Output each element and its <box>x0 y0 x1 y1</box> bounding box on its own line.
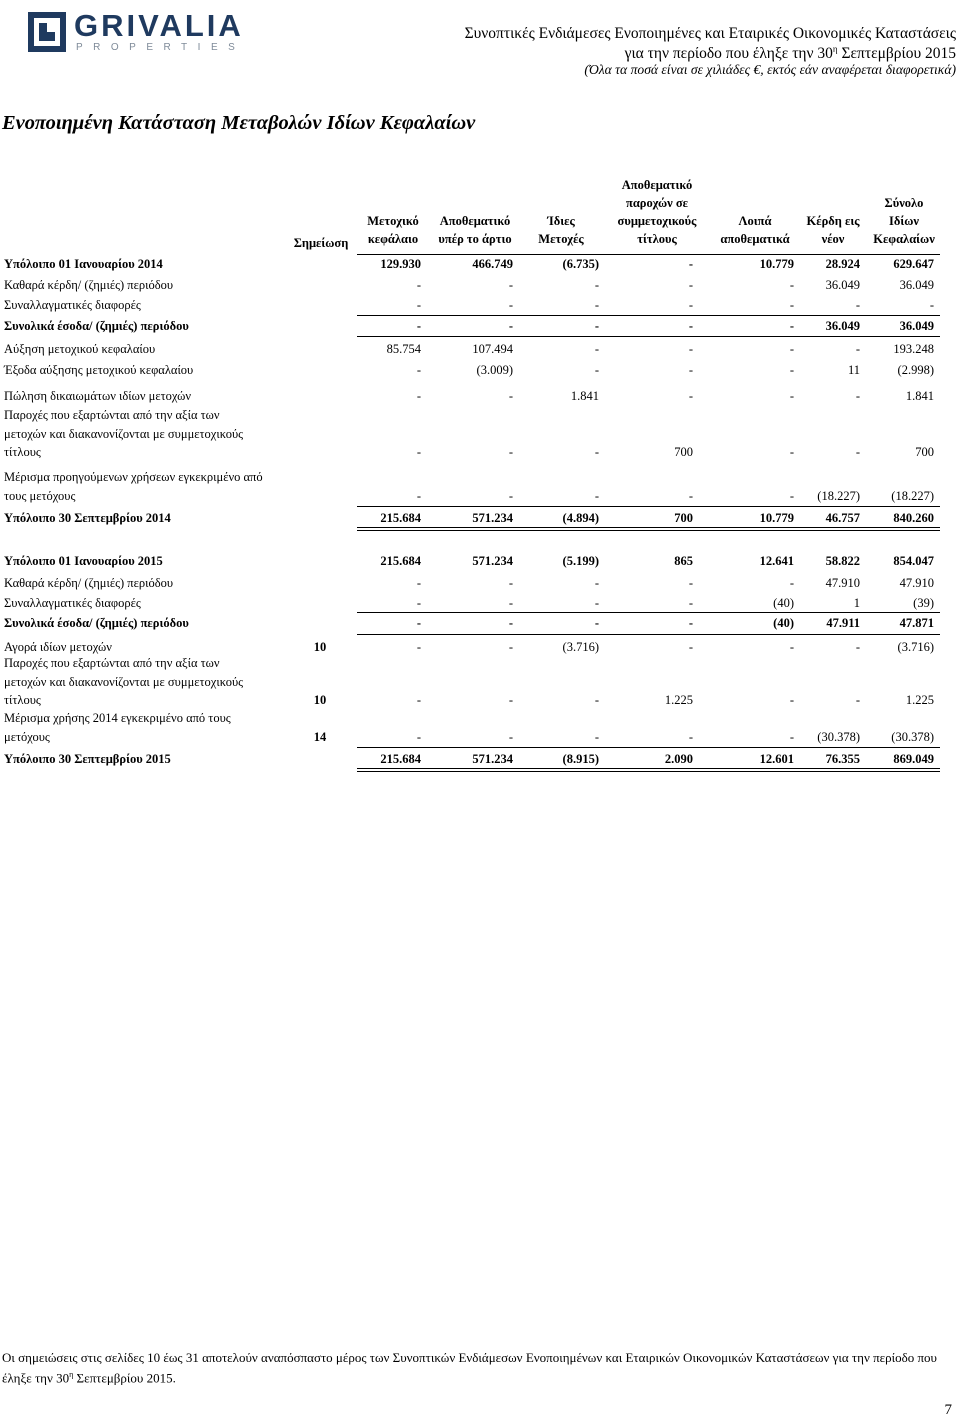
table-cell: - <box>594 729 599 744</box>
page-number: 7 <box>944 1402 952 1418</box>
table-cell: - <box>688 342 693 356</box>
table-cell: (40) <box>773 596 794 610</box>
row-label: Συναλλαγματικές διαφορές <box>4 596 141 610</box>
table-cell: 1.225 <box>664 693 693 707</box>
column-header-line: τίτλους <box>637 232 677 246</box>
row-label: Συναλλαγματικές διαφορές <box>4 298 141 312</box>
table-cell: (3.009) <box>476 363 513 377</box>
table-cell: 700 <box>674 445 693 459</box>
row-label: Έξοδα αύξησης μετοχικού κεφαλαίου <box>4 363 194 377</box>
page-title: Ενοποιημένη Κατάσταση Μεταβολών Ιδίων Κεφαλαίων <box>2 112 476 134</box>
table-cell: 466.749 <box>472 257 513 271</box>
table-cell: - <box>594 319 599 333</box>
row-label: Υπόλοιπο 01 Ιανουαρίου 2015 <box>4 554 163 568</box>
table-cell: - <box>508 596 513 610</box>
row-label: Πώληση δικαιωμάτων ιδίων μετοχών <box>4 389 191 403</box>
table-cell: - <box>855 342 860 356</box>
table-cell: - <box>789 576 794 590</box>
table-cell: - <box>594 342 599 356</box>
table-cell: - <box>416 729 421 744</box>
grivalia-logo-icon <box>28 12 66 52</box>
column-header-line: Σύνολο <box>884 196 924 210</box>
subtotal-rule <box>357 336 940 337</box>
table-cell: (8.915) <box>562 752 599 766</box>
table-cell: 107.494 <box>472 342 513 356</box>
table-cell: 76.355 <box>825 752 860 766</box>
row-label: Συνολικά έσοδα/ (ζημιές) περιόδου <box>4 319 189 333</box>
row-label: Υπόλοιπο 30 Σεπτεμβρίου 2014 <box>4 511 171 525</box>
total-double-rule <box>357 527 940 528</box>
table-cell: - <box>416 693 421 707</box>
row-label: Υπόλοιπο 30 Σεπτεμβρίου 2015 <box>4 752 171 766</box>
table-cell: 193.248 <box>893 342 934 356</box>
subtotal-rule <box>357 747 940 748</box>
table-cell: - <box>855 445 860 459</box>
table-cell: 700 <box>674 511 693 525</box>
table-cell: - <box>416 389 421 403</box>
table-cell: - <box>789 298 794 312</box>
table-cell: - <box>416 616 421 630</box>
column-header-line: υπέρ το άρτιο <box>438 232 512 246</box>
row-label: τίτλους <box>4 445 41 459</box>
table-cell: 129.930 <box>380 257 421 271</box>
table-cell: 1 <box>853 596 860 610</box>
table-cell: 571.234 <box>472 511 513 525</box>
table-cell: (30.378) <box>891 729 934 744</box>
table-cell: 700 <box>915 445 934 459</box>
column-header-line: Κεφαλαίων <box>873 232 935 246</box>
table-cell: (18.227) <box>891 488 934 503</box>
table-cell: 1.841 <box>570 389 599 403</box>
table-cell: - <box>594 445 599 459</box>
column-header-line: παροχών σε <box>625 196 688 210</box>
table-cell: (2.998) <box>897 363 934 377</box>
subtotal-rule <box>357 612 940 613</box>
table-cell: 46.757 <box>825 511 860 525</box>
table-cell: - <box>688 389 693 403</box>
table-cell: (3.716) <box>897 640 934 654</box>
table-cell: - <box>789 342 794 356</box>
table-cell: - <box>508 278 513 292</box>
table-cell: 36.049 <box>899 278 934 292</box>
notes-column-header: Σημείωση <box>293 236 349 250</box>
table-cell: 571.234 <box>472 752 513 766</box>
table-cell: (30.378) <box>817 729 860 744</box>
table-cell: - <box>789 640 794 654</box>
subtotal-rule <box>357 506 940 507</box>
table-cell: - <box>508 298 513 312</box>
table-cell: 865 <box>674 554 693 568</box>
column-header-line: αποθεματικά <box>720 232 790 246</box>
table-cell: - <box>688 596 693 610</box>
table-cell: - <box>688 729 693 744</box>
brand-name: GRIVALIA <box>74 8 244 43</box>
table-cell: 1.225 <box>905 693 934 707</box>
table-cell: - <box>508 693 513 707</box>
table-cell: (5.199) <box>562 554 599 568</box>
column-header-line: Αποθεματικό <box>439 214 511 228</box>
total-double-rule <box>357 768 940 769</box>
table-cell: 10.779 <box>759 257 794 271</box>
table-cell: - <box>594 278 599 292</box>
column-header-line: Λοιπά <box>738 214 772 228</box>
table-cell: - <box>594 488 599 503</box>
table-cell: 12.641 <box>759 554 794 568</box>
table-cell: - <box>688 257 693 271</box>
row-label: Υπόλοιπο 01 Ιανουαρίου 2014 <box>4 257 163 271</box>
row-label: τίτλους <box>4 693 41 707</box>
table-cell: (3.716) <box>562 640 599 654</box>
table-cell: 47.911 <box>826 616 860 630</box>
table-cell: (6.735) <box>562 257 599 271</box>
table-cell: 36.049 <box>825 319 860 333</box>
table-cell: 869.049 <box>893 752 934 766</box>
column-header-line: Μετοχικό <box>367 214 419 228</box>
row-label: Καθαρά κέρδη/ (ζημιές) περιόδου <box>4 576 174 590</box>
table-cell: - <box>594 616 599 630</box>
table-cell: - <box>416 298 421 312</box>
table-cell: 854.047 <box>893 554 934 568</box>
column-header-line: Μετοχές <box>538 232 584 246</box>
table-cell: 47.910 <box>825 576 860 590</box>
table-cell: 215.684 <box>380 511 421 525</box>
table-cell: - <box>508 445 513 459</box>
table-cell: - <box>855 298 860 312</box>
table-cell: 36.049 <box>825 278 860 292</box>
row-label: μετόχους <box>4 729 50 744</box>
table-cell: - <box>508 488 513 503</box>
table-cell: - <box>688 298 693 312</box>
row-note-ref: 14 <box>313 729 327 744</box>
row-label: Παροχές που εξαρτώνται από την αξία των <box>4 656 220 670</box>
table-cell: - <box>789 389 794 403</box>
row-label: Αγορά ιδίων μετοχών <box>4 640 112 654</box>
table-cell: - <box>508 389 513 403</box>
table-cell: 36.049 <box>899 319 934 333</box>
column-header-line: συμμετοχικούς <box>617 214 697 228</box>
column-header-line: κεφάλαιο <box>367 232 419 246</box>
table-cell: - <box>855 640 860 654</box>
column-header-line: Ιδίων <box>889 214 919 228</box>
brand-subtitle: PROPERTIES <box>76 42 246 53</box>
table-cell: - <box>688 576 693 590</box>
table-cell: - <box>594 693 599 707</box>
table-cell: - <box>855 389 860 403</box>
table-cell: - <box>416 278 421 292</box>
table-cell: - <box>688 616 693 630</box>
table-cell: 10.779 <box>759 511 794 525</box>
table-cell: - <box>594 363 599 377</box>
table-cell: - <box>789 445 794 459</box>
row-label: τους μετόχους <box>4 488 76 503</box>
table-cell: - <box>688 488 693 503</box>
table-cell: 11 <box>847 363 860 377</box>
company-logo <box>28 8 246 56</box>
table-cell: - <box>508 640 513 654</box>
table-cell: - <box>789 729 794 744</box>
table-cell: - <box>789 363 794 377</box>
table-cell: - <box>789 319 794 333</box>
row-label: Καθαρά κέρδη/ (ζημιές) περιόδου <box>4 278 174 292</box>
table-cell: - <box>416 596 421 610</box>
subtotal-rule <box>357 634 940 635</box>
row-note-ref: 10 <box>313 693 327 707</box>
row-label: Μέρισμα προηγούμενων χρήσεων εγκεκριμένο από <box>4 470 263 484</box>
table-cell: - <box>688 319 693 333</box>
row-label: μετοχών και διακανονίζονται με συμμετοχικούς <box>4 674 244 689</box>
table-cell: 629.647 <box>893 257 934 271</box>
table-cell: - <box>416 363 421 377</box>
table-cell: 85.754 <box>386 342 421 356</box>
table-cell: (40) <box>773 616 794 630</box>
table-cell: - <box>688 278 693 292</box>
table-cell: 58.822 <box>825 554 860 568</box>
row-label: Παροχές που εξαρτώνται από την αξία των <box>4 408 220 422</box>
table-cell: - <box>508 616 513 630</box>
table-cell: - <box>594 576 599 590</box>
table-cell: - <box>855 693 860 707</box>
table-cell: - <box>508 319 513 333</box>
subtotal-rule <box>357 315 940 316</box>
table-cell: - <box>688 640 693 654</box>
report-header-line2: για την περίοδο που έληξε την $30^\eta$ Σεπτεμβρίου 2015 <box>624 44 956 63</box>
table-cell: - <box>416 445 421 459</box>
table-cell: - <box>416 640 421 654</box>
table-cell: 2.090 <box>664 752 693 766</box>
row-label: Συνολικά έσοδα/ (ζημιές) περιόδου <box>4 616 189 630</box>
column-header-line: Κέρδη εις <box>806 214 860 228</box>
row-label: μετοχών και διακανονίζονται με συμμετοχικούς <box>4 426 244 441</box>
footer-note: Οι σημειώσεις στις σελίδες 10 έως 31 αποτελούν αναπόσπαστο μέρος των Συνοπτικών Ενδιάμεσων Ενοποιημένων και Εταιρικών Οικονομικών Καταστάσεων για την περίοδο που έληξε την $30^\eta$ Σεπτεμβρίου 2015. <box>2 1350 937 1386</box>
table-cell: - <box>929 298 934 312</box>
table-cell: - <box>508 729 513 744</box>
report-header-line1: Συνοπτικές Ενδιάμεσες Ενοποιημένες και Εταιρικές Οικονομικές Καταστάσεις <box>464 25 956 42</box>
table-cell: 571.234 <box>472 554 513 568</box>
table-cell: - <box>789 278 794 292</box>
row-note-ref: 10 <box>313 640 327 654</box>
table-cell: - <box>594 298 599 312</box>
table-cell: - <box>416 576 421 590</box>
table-cell: (39) <box>913 596 934 610</box>
column-header-line: Ίδιες <box>547 214 575 228</box>
column-header-line: νέον <box>821 232 845 246</box>
table-cell: 28.924 <box>825 257 860 271</box>
row-label: Μέρισμα χρήσης 2014 εγκεκριμένο από τους <box>4 711 231 725</box>
table-cell: - <box>416 488 421 503</box>
table-cell: 215.684 <box>380 752 421 766</box>
table-cell: - <box>508 576 513 590</box>
table-cell: 1.841 <box>905 389 934 403</box>
table-cell: 215.684 <box>380 554 421 568</box>
table-cell: - <box>594 596 599 610</box>
row-label: Αύξηση μετοχικού κεφαλαίου <box>4 342 156 356</box>
table-cell: 840.260 <box>893 511 934 525</box>
table-cell: - <box>416 319 421 333</box>
table-cell: 12.601 <box>759 752 794 766</box>
table-cell: - <box>688 363 693 377</box>
column-header-line: Αποθεματικό <box>621 178 693 192</box>
table-cell: 47.871 <box>899 616 934 630</box>
table-cell: (18.227) <box>817 488 860 503</box>
report-header-line3: (Όλα τα ποσά είναι σε χιλιάδες €, εκτός εάν αναφέρεται διαφορετικά) <box>584 62 956 77</box>
table-cell: 47.910 <box>899 576 934 590</box>
table-cell: - <box>789 488 794 503</box>
table-cell: (4.894) <box>562 511 599 525</box>
table-cell: - <box>789 693 794 707</box>
